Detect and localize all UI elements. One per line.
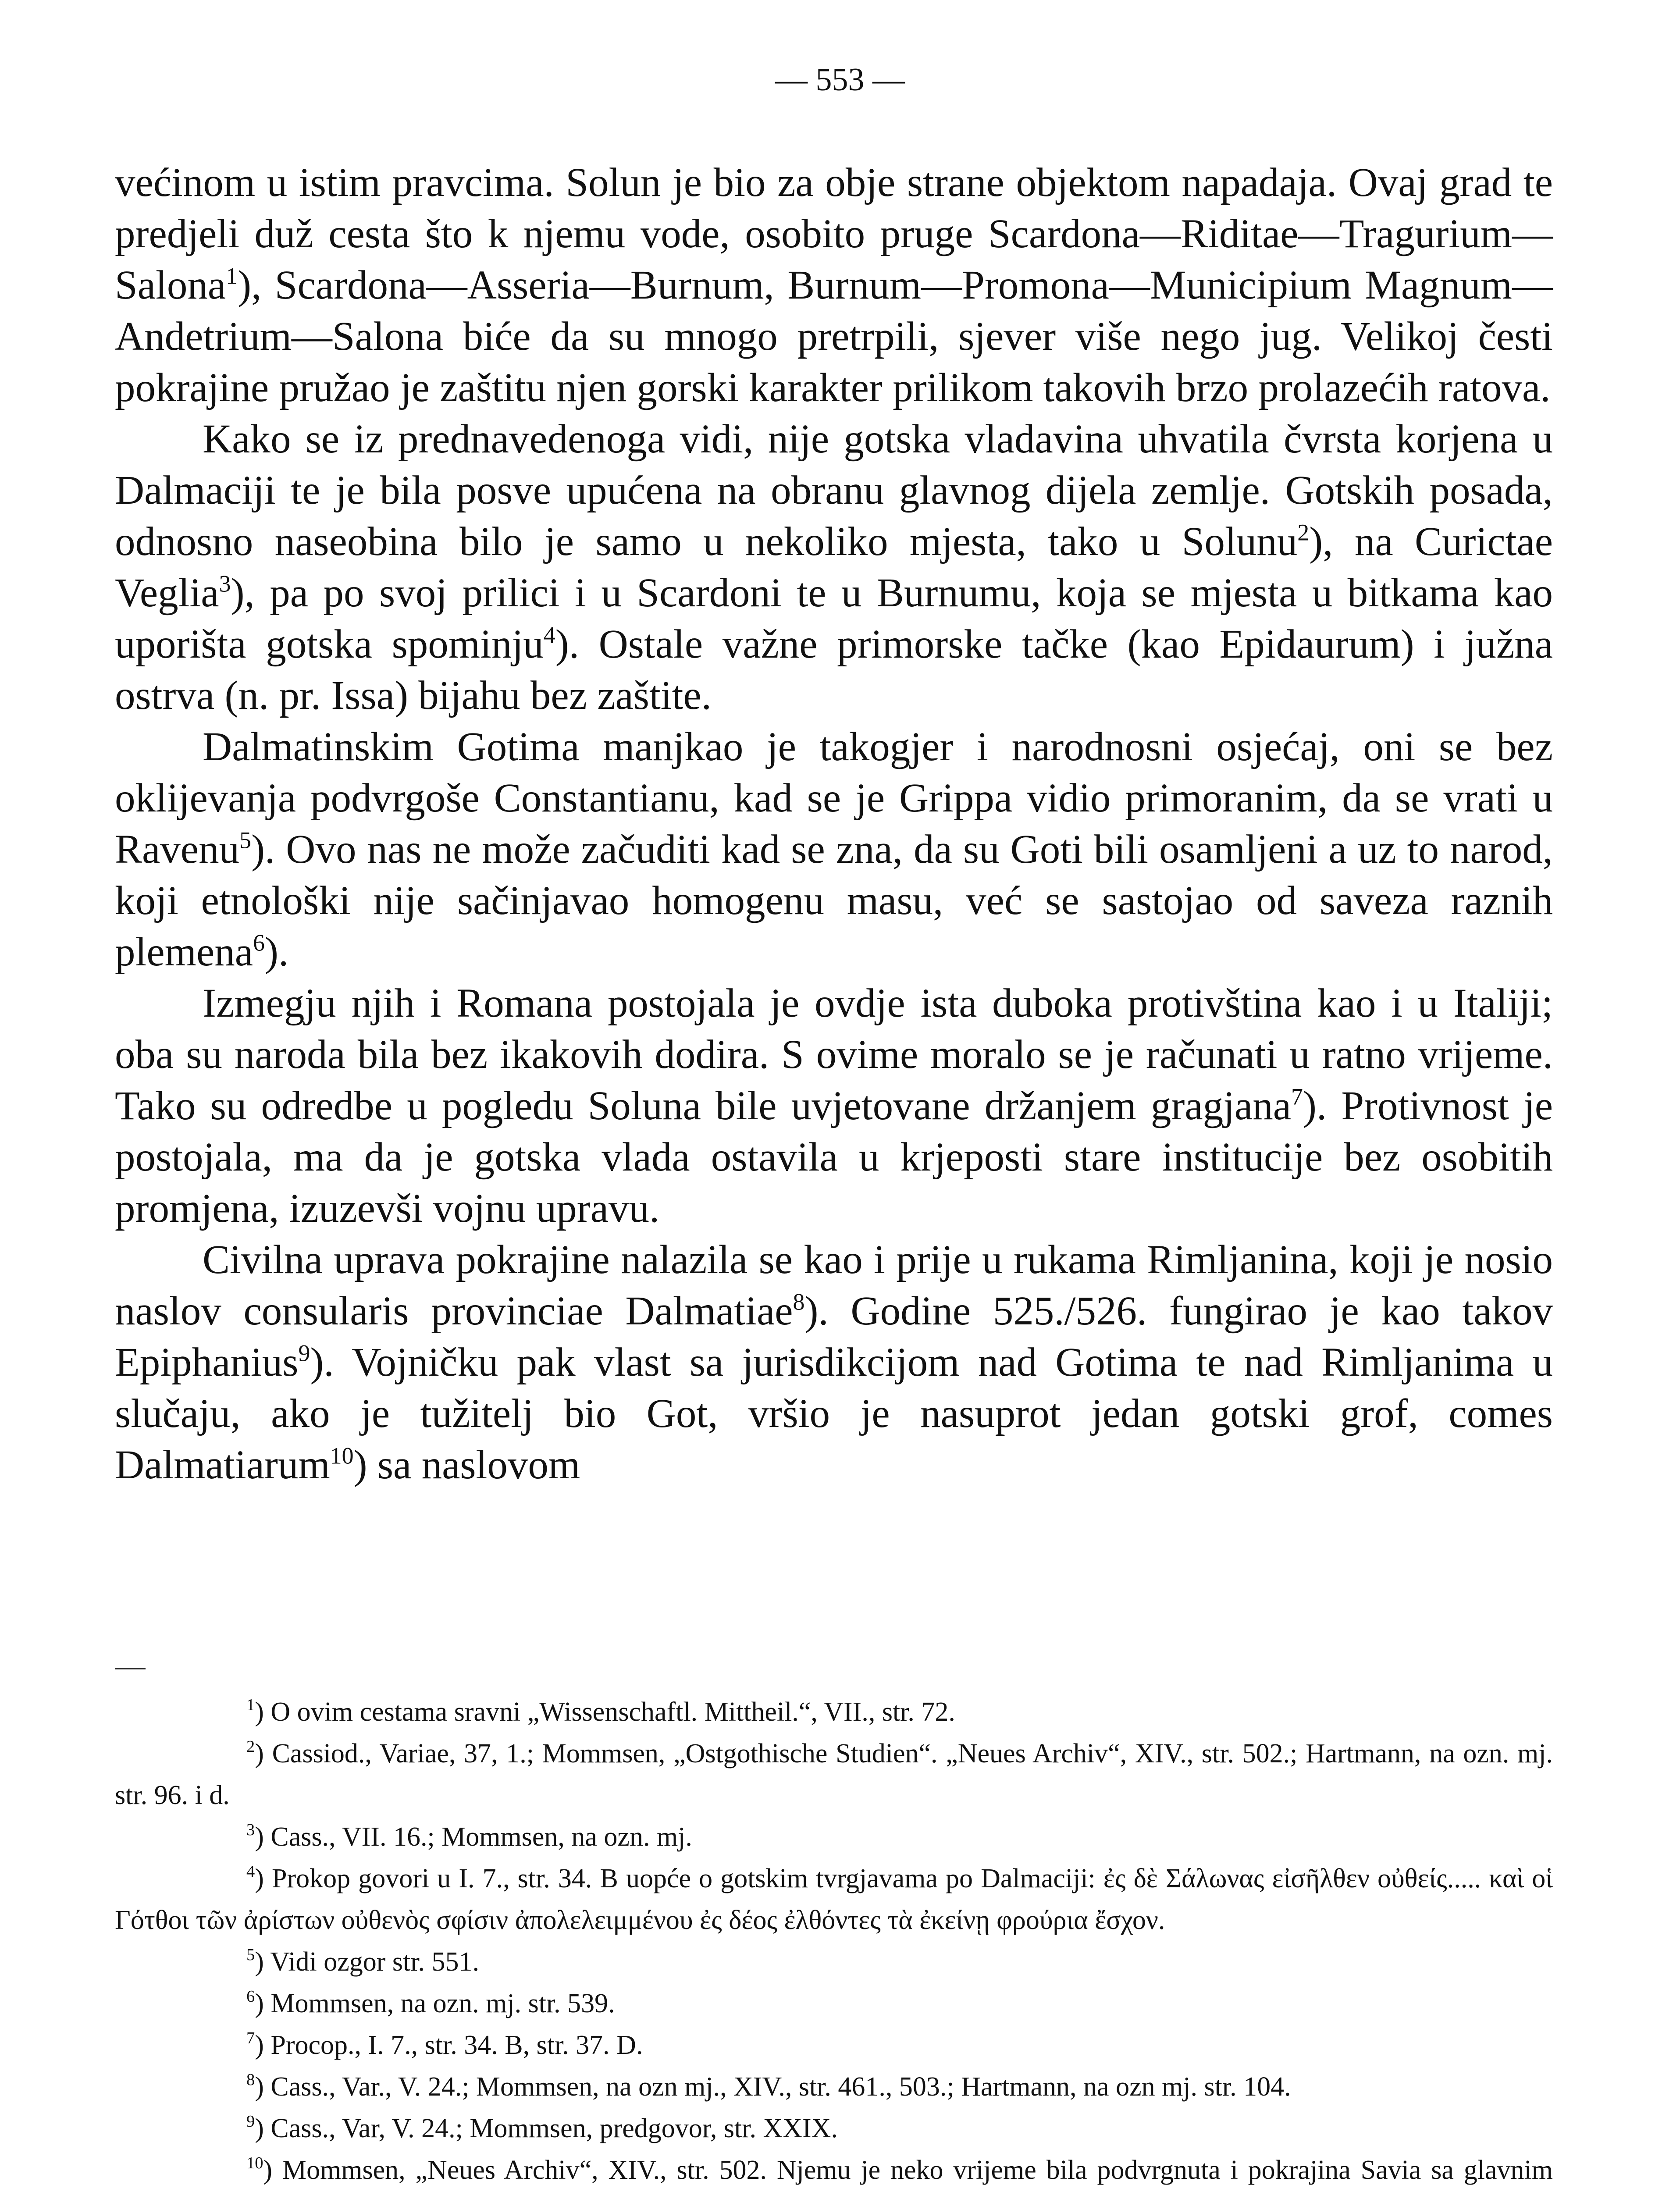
footnote-text: Mommsen, na ozn. mj. str. 539. — [271, 1989, 615, 2018]
footnote-number: 1 — [246, 1696, 255, 1715]
paragraph-3: Dalmatinskim Gotima manjkao je takogjer i narodnosni osjećaj, oni se bez oklijevanja podvrgoše Constantianu, kad se je Grippa vidio primoranim, da se vrati u Ravenu$^5$). Ovo nas ne može začuditi kad se zna, da su Goti bili osamljeni a uz to narod, koji etnološki nije sačinjavao homogenu masu, već se sastojao od saveza raznih plemena$^6$). — [115, 724, 1553, 975]
footnote-ref: 2 — [1297, 519, 1310, 546]
footnote-ref: 8 — [793, 1288, 805, 1315]
footnote: $^1$) O ovim cestama sravni „Wissenschaftl. Mittheil.“, VII., str. 72. — [246, 1696, 955, 1727]
footnote: $^{10}$) Mommsen, „Neues Archiv“, XIV., str. 502. Njemu je neko vrijeme bila podvrgnuta i pokrajina Savia sa glavnim — [115, 2149, 1553, 2192]
footnote: $^9$) Cass., Var, V. 24.; Mommsen, predgovor, str. XXIX. — [246, 2112, 838, 2143]
footnote-number: 10 — [246, 2154, 263, 2173]
footnote-ref: 4 — [543, 622, 555, 648]
footnote-text: Cass., Var., V. 24.; Mommsen, na ozn mj., XIV., str. 461., 503.; Hartmann, na ozn mj. str. 104. — [271, 2072, 1291, 2102]
footnote-text: Prokop govori u I. 7., str. 34. B uopće o gotskim tvrgjavama po Dalmaciji: ἐς δὲ Σάλωνας εἰσῆλθεν οὐθείς..... καὶ οἱ Γότθοι τῶν ἀρίστων οὐθενὸς σφίσιν ἀπολελειμμένου ἐς δέος ἐλθόντες τὰ ἐκείνῃ φρούρια ἔσχον. — [115, 1864, 1553, 1935]
footnote-ref: 6 — [253, 929, 265, 956]
footnote-number: 6 — [246, 1987, 255, 2006]
paragraph-5: Civilna uprava pokrajine nalazila se kao i prije u rukama Rimljanina, koji je nosio naslov consularis provinciae Dalmatiae$^8$). Godine 525./526. fungirao je kao takov Epiphanius$^9$). Vojničku pak vlast sa jurisdikcijom nad Gotima te nad Rimljanima u slučaju, ako je tužitelj bio Got, vršio je nasuprot jedan gotski grof, comes Dalmatiarum$^{10}$) sa naslovom — [115, 1237, 1553, 1487]
footnote-text: Procop., I. 7., str. 34. B, str. 37. D. — [271, 2030, 643, 2060]
footnote-text: Cass., VII. 16.; Mommsen, na ozn. mj. — [271, 1822, 692, 1852]
footnote: $^4$) Prokop govori u I. 7., str. 34. B uopće o gotskim tvrgjavama po Dalmaciji: ἐς δὲ Σάλωνας εἰσῆλθεν οὐθείς..... καὶ οἱ Γότθοι τῶν ἀρίστων οὐθενὸς σφίσιν ἀπολελειμμένου ἐς δέος ἐλθόντες τὰ ἐκείνῃ φρούρια ἔσχον. — [115, 1862, 1553, 1935]
footnote-text: O ovim cestama sravni „Wissenschaftl. Mittheil.“, VII., str. 72. — [271, 1697, 955, 1727]
footnote: $^2$) Cassiod., Variae, 37, 1.; Mommsen, „Ostgothische Studien“. „Neues Archiv“, XIV., str. 502.; Hartmann, na ozn. mj. str. 96. i d. — [115, 1737, 1553, 1810]
footnote-number: 9 — [246, 2112, 255, 2131]
footnote: $^6$) Mommsen, na ozn. mj. str. 539. — [246, 1987, 615, 2018]
footnote-number: 4 — [246, 1862, 255, 1881]
footnote: $^7$) Procop., I. 7., str. 34. B, str. 37. D. — [246, 2029, 643, 2060]
footnotes — [115, 1691, 1553, 2192]
footnote-ref: 10 — [330, 1442, 354, 1469]
footnote-text: Vidi ozgor str. 551. — [270, 1947, 479, 1977]
footnote-ref: 3 — [219, 570, 231, 597]
footnote-text: Mommsen, „Neues Archiv“, XIV., str. 502. Njemu je neko vrijeme bila podvrgnuta i pokrajina Savia sa glavnim — [282, 2155, 1553, 2185]
footnote-text: Cassiod., Variae, 37, 1.; Mommsen, „Ostgothische Studien“. „Neues Archiv“, XIV., str. 502.; Hartmann, na ozn. mj. str. 96. i d. — [115, 1739, 1553, 1810]
footnote-ref: 5 — [239, 827, 252, 854]
paragraph-4: Izmegju njih i Romana postojala je ovdje ista duboka protivština kao i u Italiji; oba su naroda bila bez ikakovih dodira. S ovime moralo se je računati u ratno vrijeme. Tako su odredbe u pogledu Soluna bile uvjetovane držanjem gragjana$^7$). Protivnost je postojala, ma da je gotska vlada ostavila u krjeposti stare institucije bez osobitih promjena, izuzevši vojnu upravu. — [115, 981, 1553, 1231]
page-number: — 553 — — [775, 62, 905, 98]
footnote-text: Cass., Var, V. 24.; Mommsen, predgovor, str. XXIX. — [271, 2114, 838, 2143]
footnote: $^3$) Cass., VII. 16.; Mommsen, na ozn. mj. — [246, 1821, 692, 1852]
paragraph-2: Kako se iz prednavedenoga vidi, nije gotska vladavina uhvatila čvrsta korjena u Dalmaciji te je bila posve upućena na obranu glavnog dijela zemlje. Gotskih posada, odnosno naseobina bilo je samo u nekoliko mjesta, tako u Solunu$^2$), na Curictae Veglia$^3$), pa po svoj prilici i u Scardoni te u Burnumu, koja se mjesta u bitkama kao uporišta gotska spominju$^4$). Ostale važne primorske tačke (kao Epidaurum) i južna ostrva (n. pr. Issa) bijahu bez zaštite. — [115, 416, 1553, 718]
footnote-number: 2 — [246, 1737, 255, 1756]
footnote-ref: 9 — [298, 1340, 310, 1366]
footnote-divider — [115, 1668, 146, 1669]
footnote-number: 5 — [246, 1946, 255, 1964]
footnote-ref: 7 — [1291, 1083, 1303, 1110]
footnote-number: 3 — [246, 1821, 255, 1840]
footnote-number: 7 — [246, 2029, 255, 2048]
footnote-number: 8 — [246, 2071, 255, 2089]
footnote: $^8$) Cass., Var., V. 24.; Mommsen, na ozn mj., XIV., str. 461., 503.; Hartmann, na ozn mj. str. 104. — [246, 2071, 1291, 2102]
footnote: $^5$) Vidi ozgor str. 551. — [246, 1946, 479, 1977]
footnote-ref: 1 — [226, 263, 238, 289]
paragraph-1: većinom u istim pravcima. Solun je bio za obje strane objektom napadaja. Ovaj grad te predjeli duž cesta što k njemu vode, osobito pruge Scardona—Riditae—Tragurium—Salona$^1$), Scardona—Asseria—Burnum, Burnum—Promona—Municipium Magnum—Andetrium—Salona biće da su mnogo pretrpili, sjever više nego jug. Velikoj česti pokrajine pružao je zaštitu njen gorski karakter prilikom takovih brzo prolazećih ratova. — [115, 160, 1553, 410]
main-text — [115, 157, 1553, 1491]
